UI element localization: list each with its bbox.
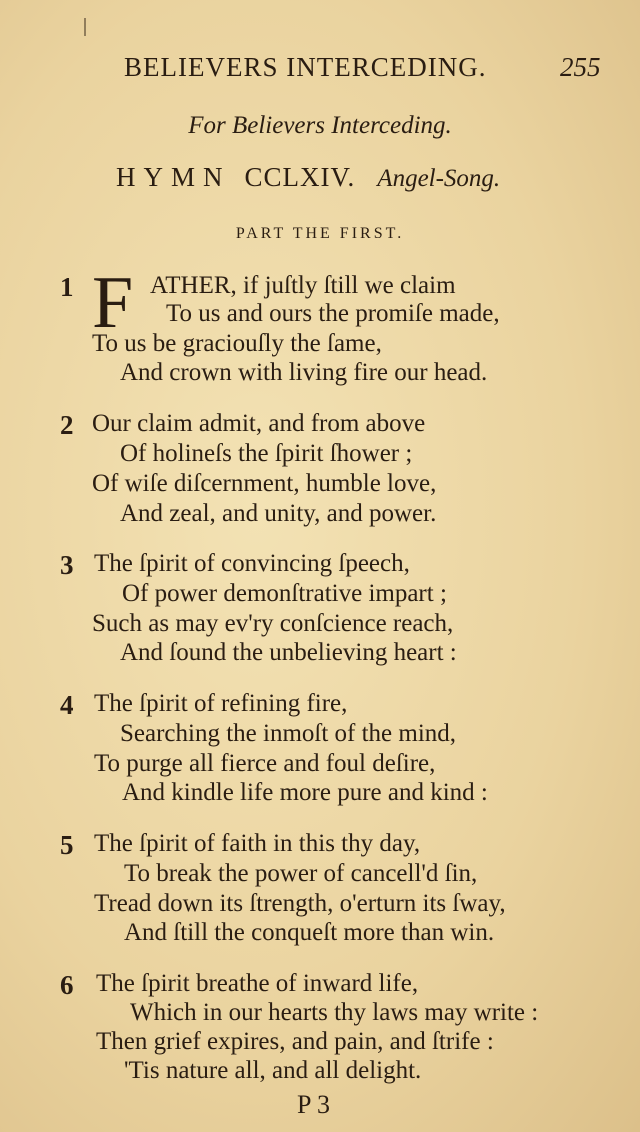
stanza-number: 6 — [60, 970, 74, 1000]
hymn-label: HYMN — [116, 162, 231, 192]
stanza-number: 1 — [60, 272, 74, 302]
verse-line: Searching the inmoſt of the mind, — [120, 720, 457, 747]
hymn-number: CCLXIV. — [244, 162, 356, 192]
verse-line: To purge all fierce and foul deſire, — [94, 750, 436, 777]
stanza-number: 4 — [60, 690, 74, 720]
verse-line: Which in our hearts thy laws may write : — [130, 999, 539, 1026]
hymn-heading — [116, 162, 500, 193]
running-head: BELIEVERS INTERCEDING. — [124, 52, 487, 82]
section-title: For Believers Interceding. — [188, 112, 452, 139]
verse-line: And ſtill the conqueſt more than win. — [124, 919, 495, 946]
verse-line: And zeal, and unity, and power. — [120, 500, 437, 527]
verse-line: To break the power of cancell'd ſin, — [124, 860, 478, 887]
verse-line: The ſpirit breathe of inward life, — [96, 970, 419, 997]
verse-line: Of wiſe diſcernment, humble love, — [92, 470, 437, 497]
page-edge-mark — [84, 18, 86, 36]
stanza-number: 2 — [60, 410, 74, 440]
verse-line: The ſpirit of refining fire, — [94, 690, 348, 717]
verse-line: Tread down its ſtrength, o'erturn its ſway, — [94, 890, 506, 917]
page-number: 255 — [560, 52, 601, 82]
signature-mark: P 3 — [297, 1090, 330, 1119]
stanza-number: 5 — [60, 830, 74, 860]
verse-line: Then grief expires, and pain, and ſtrife : — [96, 1028, 494, 1055]
verse-line: To us be graciouſly the ſame, — [92, 330, 382, 357]
verse-line: 'Tis nature all, and all delight. — [124, 1057, 422, 1084]
hymn-tune: Angel-Song. — [377, 165, 501, 192]
verse-line: The ſpirit of faith in this thy day, — [94, 830, 421, 857]
verse-line: And crown with living fire our head. — [120, 359, 488, 386]
drop-cap: F — [92, 262, 134, 344]
verse-line: Our claim admit, and from above — [92, 410, 426, 437]
verse-line: To us and ours the promiſe made, — [166, 300, 500, 327]
verse-line: And ſound the unbelieving heart : — [120, 639, 457, 666]
verse-line: And kindle life more pure and kind : — [122, 779, 488, 806]
verse-line: Such as may ev'ry conſcience reach, — [92, 610, 454, 637]
verse-line: ATHER, if juſtly ſtill we claim — [150, 272, 456, 299]
part-heading: PART THE FIRST. — [235, 225, 405, 242]
verse-line: Of holineſs the ſpirit ſhower ; — [120, 440, 413, 467]
stanza-number: 3 — [60, 550, 74, 580]
verse-line: Of power demonſtrative impart ; — [122, 580, 447, 607]
verse-line: The ſpirit of convincing ſpeech, — [94, 550, 410, 577]
